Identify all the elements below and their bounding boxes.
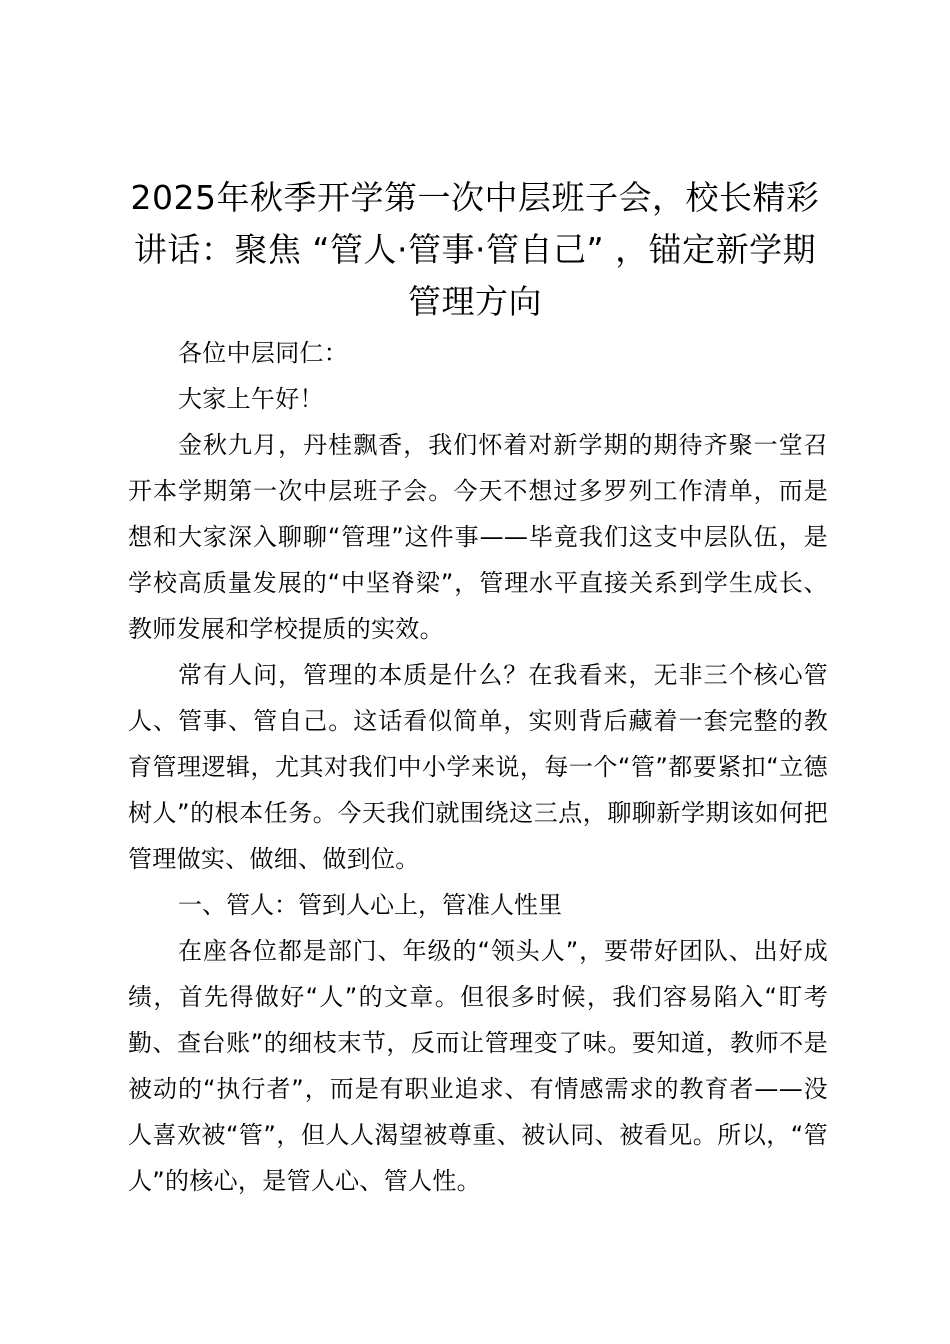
document-title: 2025年秋季开学第一次中层班子会，校长精彩讲话：聚焦 “管人·管事·管自己” ，锚定新学期管理方向	[130, 178, 820, 321]
document-body	[128, 330, 828, 1204]
paragraph-management-essence: 常有人问，管理的本质是什么？在我看来，无非三个核心管人、管事、管自己。这话看似简单，实则背后藏着一套完整的教育管理逻辑，尤其对我们中小学来说，每一个“管”都要紧扣“立德树人”的根本任务。今天我们就围绕这三点，聊聊新学期该如何把管理做实、做细、做到位。	[128, 661, 828, 873]
greeting: 大家上午好！	[178, 385, 324, 413]
paragraph-manage-people: 在座各位都是部门、年级的“领头人”，要带好团队、出好成绩，首先得做好“人”的文章。但很多时候，我们容易陷入“盯考勤、查台账”的细枝末节，反而让管理变了味。要知道，教师不是被动的“执行者”，而是有职业追求、有情感需求的教育者——没人喜欢被“管”，但人人渴望被尊重、被认同、被看见。所以，“管人”的核心，是管人心、管人性。	[128, 937, 828, 1195]
paragraph-opening: 金秋九月，丹桂飘香，我们怀着对新学期的期待齐聚一堂召开本学期第一次中层班子会。今天不想过多罗列工作清单，而是想和大家深入聊聊“管理”这件事——毕竟我们这支中层队伍，是学校高质量发展的“中坚脊梁”，管理水平直接关系到学生成长、教师发展和学校提质的实效。	[128, 431, 828, 643]
section-heading-1: 一、管人：管到人心上，管准人性里	[178, 891, 562, 919]
salutation: 各位中层同仁：	[178, 339, 349, 367]
